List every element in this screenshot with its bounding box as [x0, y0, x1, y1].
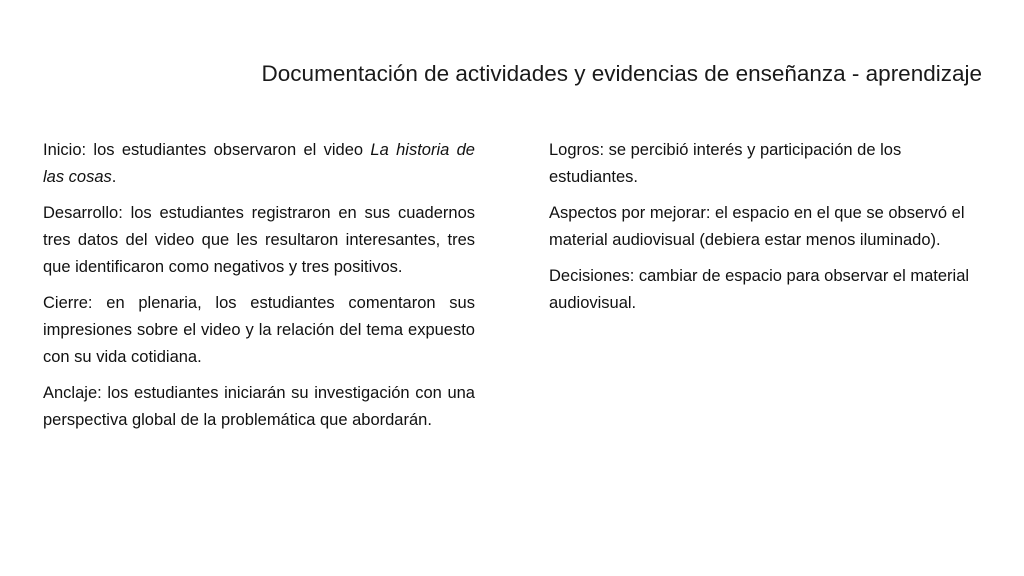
paragraph-anclaje: Anclaje: los estudiantes iniciarán su investigación con una perspectiva global de la problemática que abordarán.	[43, 384, 475, 429]
inicio-end: .	[111, 168, 117, 186]
paragraph-aspectos: Aspectos por mejorar: el espacio en el que se observó el material audiovisual (debiera estar menos iluminado).	[549, 204, 965, 249]
paragraph-inicio	[43, 137, 475, 191]
slide-title: Documentación de actividades y evidencias de enseñanza - aprendizaje	[261, 61, 982, 86]
paragraph-desarrollo: Desarrollo: los estudiantes registraron en sus cuadernos tres datos del video que les resultaron interesantes, tres que identificaron como negativos y tres positivos.	[43, 204, 475, 276]
inicio-text: Inicio: los estudiantes observaron el video	[43, 141, 371, 159]
right-column	[549, 137, 981, 326]
paragraph-decisiones: Decisiones: cambiar de espacio para observar el material audiovisual.	[549, 267, 970, 312]
paragraph-cierre: Cierre: en plenaria, los estudiantes comentaron sus impresiones sobre el video y la relación del tema expuesto con su vida cotidiana.	[43, 294, 475, 366]
paragraph-logros: Logros: se percibió interés y participación de los estudiantes.	[549, 141, 902, 186]
video-title: La historia de las cosas	[43, 141, 475, 186]
left-column	[43, 137, 475, 443]
